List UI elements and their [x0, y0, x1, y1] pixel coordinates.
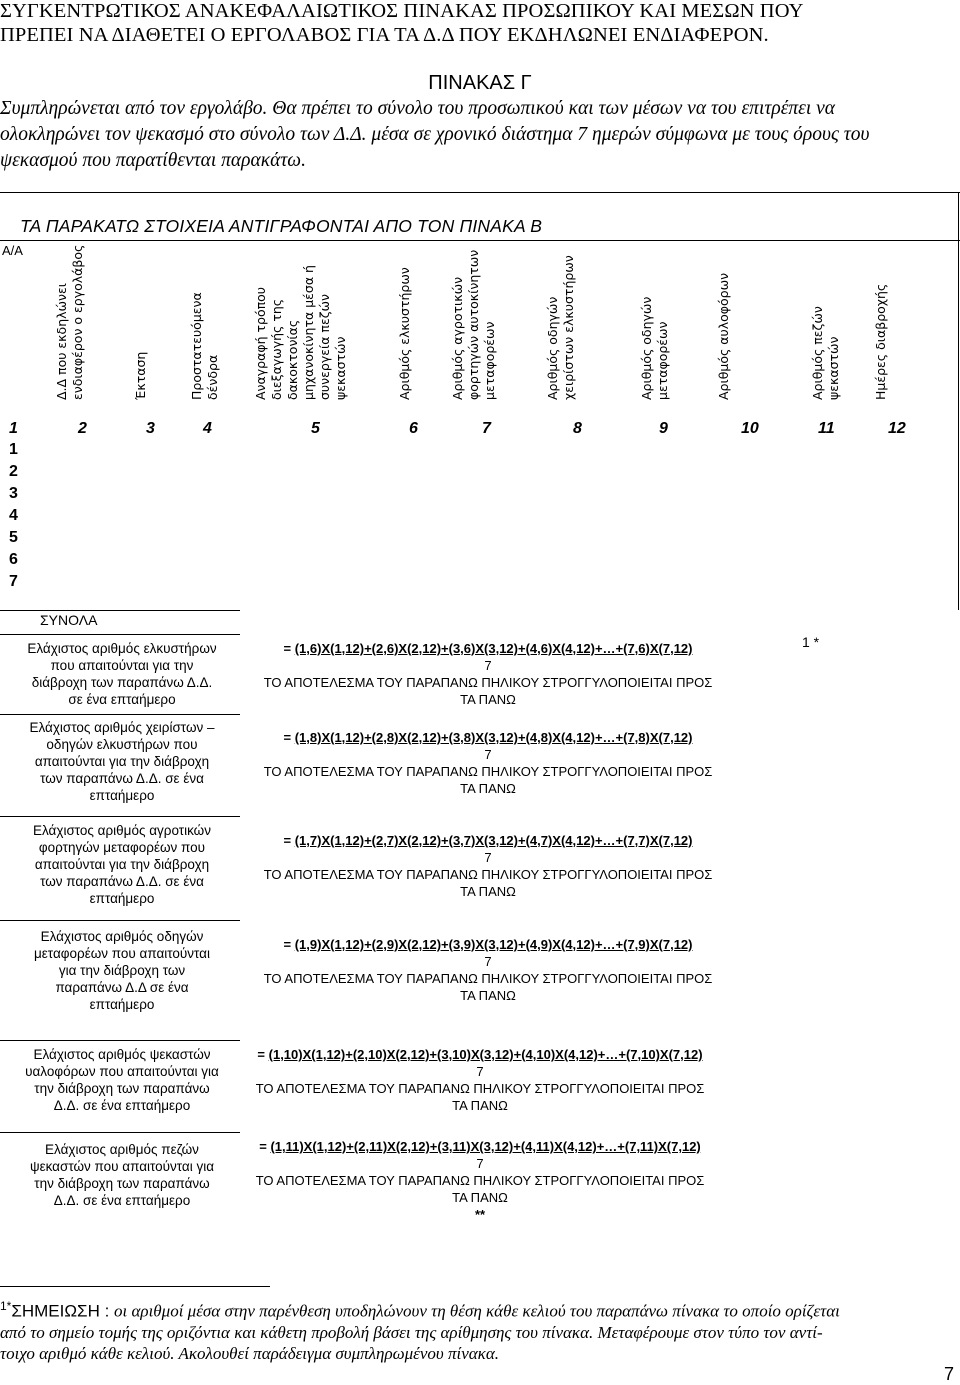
formula-prefix: =	[257, 1047, 269, 1062]
table-right-border	[958, 192, 959, 610]
col-number: 4	[203, 420, 212, 437]
rounding-note: ΤΟ ΑΠΟΤΕΛΕΣΜΑ ΤΟΥ ΠΑΡΑΠΑΝΩ ΠΗΛΙΚΟΥ ΣΤΡΟΓΓΥΛΟΠΟΙΕΙΤΑΙ ΠΡΟΣ ΤΑ ΠΑΝΩ	[263, 675, 713, 707]
formula-prefix: =	[283, 641, 295, 656]
col-header-trucks: Αριθμός αγροτικών φορτηγών αυτοκίνητων μεταφορέων	[450, 249, 497, 400]
calc-box-top	[0, 816, 240, 817]
page-number: 7	[944, 1364, 955, 1384]
document-title-line-1: ΣΥΓΚΕΝΤΡΩΤΙΚΟΣ ΑΝΑΚΕΦΑΛΑΙΩΤΙΚΟΣ ΠΙΝΑΚΑΣ ΠΡΟΣΩΠΙΚΟΥ ΚΑΙ ΜΕΣΩΝ ΠΟΥ	[0, 0, 804, 22]
formula-expression: (1,8)Χ(1,12)+(2,8)Χ(2,12)+(3,8)Χ(3,12)+(4,8)Χ(4,12)+…+(7,8)Χ(7,12)	[294, 730, 693, 745]
totals-label: ΣΥΝΟΛΑ	[40, 612, 98, 628]
formula-divisor: 7	[484, 747, 492, 762]
calc-label-tractor-drivers: Ελάχιστος αριθμός χειρίστων – οδηγών ελκυστήρων που απαιτούνται για την διάβροχη των παραπάνω Δ.Δ. σε ένα επταήμερο	[29, 720, 215, 803]
col-number: 5	[311, 420, 320, 437]
banner-divider	[0, 240, 960, 241]
footnote-separator	[0, 1286, 270, 1287]
formula-divisor: 7	[484, 954, 492, 969]
col-number: 10	[741, 420, 759, 437]
row-number: 4	[9, 507, 18, 524]
row-number: 1	[9, 441, 18, 458]
footnote-marker: 1 *	[802, 634, 820, 650]
formula-expression: (1,11)Χ(1,12)+(2,11)Χ(2,12)+(3,11)Χ(3,12)+(4,11)Χ(4,12)+…+(7,11)Χ(7,12)	[270, 1139, 701, 1154]
rounding-note: ΤΟ ΑΠΟΤΕΛΕΣΜΑ ΤΟΥ ΠΑΡΑΠΑΝΩ ΠΗΛΙΚΟΥ ΣΤΡΟΓΓΥΛΟΠΟΙΕΙΤΑΙ ΠΡΟΣ ΤΑ ΠΑΝΩ	[263, 867, 713, 899]
col-header-wetting-days: Ημέρες διαβροχής	[873, 283, 888, 400]
col-header-transport-drivers: Αριθμός οδηγών μεταφορέων	[639, 296, 670, 400]
formula-prefix: =	[283, 937, 295, 952]
col-header-hose-sprayers: Αριθμός αυλοφόρων	[716, 272, 731, 400]
formula-prefix: =	[259, 1139, 271, 1154]
calc-label-foot-sprayers: Ελάχιστος αριθμός πεζών ψεκαστών που απαιτούνται για την διάβροχη των παραπάνω Δ.Δ. σε ένα επταήμερο	[29, 1142, 215, 1208]
footnote-marker: 1*	[0, 1299, 12, 1313]
col-header-tractor-drivers: Αριθμός οδηγών χειρίστων ελκυστήρων	[545, 255, 576, 400]
rounding-note: ΤΟ ΑΠΟΤΕΛΕΣΜΑ ΤΟΥ ΠΑΡΑΠΑΝΩ ΠΗΛΙΚΟΥ ΣΤΡΟΓΓΥΛΟΠΟΙΕΙΤΑΙ ΠΡΟΣ ΤΑ ΠΑΝΩ	[263, 971, 713, 1003]
calc-formula-trucks	[188, 832, 788, 900]
row-number: 6	[9, 551, 18, 568]
col-header-village: Δ.Δ που εκδηλώνει ενδιαφέρον ο εργολάβος	[54, 244, 85, 400]
calc-formula-hose-sprayers	[180, 1046, 780, 1114]
calc-formula-tractors	[188, 640, 788, 708]
col-number: 9	[659, 420, 668, 437]
footnote-text: από το σημείο τομής της οριζόντια και κάθετη προβολή βάσει της αρίθμησης του πίνακα. Μεταφέρουμε στον τύπο τον αντί-	[0, 1322, 823, 1342]
calc-formula-tractor-drivers	[188, 729, 788, 797]
calc-box-top	[0, 634, 240, 635]
col-number: 8	[573, 420, 582, 437]
calc-box-top	[0, 920, 240, 921]
col-number: 3	[146, 420, 155, 437]
calc-label-transport-drivers: Ελάχιστος αριθμός οδηγών μεταφορέων που απαιτούνται για την διάβροχη των παραπάνω Δ.Δ σε ένα επταήμερο	[34, 929, 210, 1012]
row-number: 2	[9, 463, 18, 480]
col-number: 7	[482, 420, 491, 437]
col-number: 2	[78, 420, 87, 437]
rounding-note: ΤΟ ΑΠΟΤΕΛΕΣΜΑ ΤΟΥ ΠΑΡΑΠΑΝΩ ΠΗΛΙΚΟΥ ΣΤΡΟΓΓΥΛΟΠΟΙΕΙΤΑΙ ΠΡΟΣ ΤΑ ΠΑΝΩ	[255, 1081, 705, 1113]
calc-formula-transport-drivers	[188, 936, 788, 1004]
row-number: 7	[9, 573, 18, 590]
formula-prefix: =	[283, 833, 295, 848]
calc-label-hose-sprayers: Ελάχιστος αριθμός ψεκαστών υαλοφόρων που απαιτούνται για την διάβροχη των παραπάνω Δ.Δ. σε ένα επταήμερο	[25, 1047, 219, 1113]
rounding-note: ΤΟ ΑΠΟΤΕΛΕΣΜΑ ΤΟΥ ΠΑΡΑΠΑΝΩ ΠΗΛΙΚΟΥ ΣΤΡΟΓΓΥΛΟΠΟΙΕΙΤΑΙ ΠΡΟΣ ΤΑ ΠΑΝΩ	[263, 764, 713, 796]
document-title-line-2: ΠΡΕΠΕΙ ΝΑ ΔΙΑΘΕΤΕΙ Ο ΕΡΓΟΛΑΒΟΣ ΓΙΑ ΤΑ Δ.Δ ΠΟΥ ΕΚΔΗΛΩΝΕΙ ΕΝΔΙΑΦΕΡΟΝ.	[0, 24, 769, 46]
formula-divisor: 7	[476, 1156, 484, 1171]
rounding-note: ΤΟ ΑΠΟΤΕΛΕΣΜΑ ΤΟΥ ΠΑΡΑΠΑΝΩ ΠΗΛΙΚΟΥ ΣΤΡΟΓΓΥΛΟΠΟΙΕΙΤΑΙ ΠΡΟΣ ΤΑ ΠΑΝΩ	[255, 1173, 705, 1205]
formula-expression: (1,6)Χ(1,12)+(2,6)Χ(2,12)+(3,6)Χ(3,12)+(4,6)Χ(4,12)+…+(7,6)Χ(7,12)	[294, 641, 693, 656]
col-header-area: Έκταση	[133, 351, 148, 400]
col-number: 12	[888, 420, 906, 437]
formula-divisor: 7	[484, 850, 492, 865]
calc-box-top	[0, 1040, 240, 1041]
calc-box-top	[0, 714, 240, 715]
calc-label-trucks: Ελάχιστος αριθμός αγροτικών φορτηγών μεταφορέων που απαιτούνται για την διάβροχη των παραπάνω Δ.Δ. σε ένα επταήμερο	[33, 823, 211, 906]
formula-divisor: 7	[476, 1064, 484, 1079]
col-header-method: Αναγραφή τρόπου διεξαγωγής της δακοκτονίας μηχανοκίνητα μέσα ή συνεργεία πεζών ψεκαστών	[253, 265, 348, 400]
calc-box-top	[0, 1132, 240, 1133]
aa-header: Α/Α	[2, 243, 23, 258]
formula-divisor: 7	[484, 658, 492, 673]
footnote-text: οι αριθμοί μέσα στην παρένθεση υποδηλώνουν τη θέση κάθε κελιού του παραπάνω πίνακα το οποίο ορίζεται	[114, 1301, 840, 1321]
formula-expression: (1,9)Χ(1,12)+(2,9)Χ(2,12)+(3,9)Χ(3,12)+(4,9)Χ(4,12)+…+(7,9)Χ(7,12)	[294, 937, 693, 952]
col-number: 11	[818, 420, 835, 437]
col-number: 1	[9, 420, 18, 437]
row-number: 3	[9, 485, 18, 502]
table-title: ΠΙΝΑΚΑΣ Γ	[428, 72, 532, 94]
end-marker: **	[474, 1207, 486, 1222]
intro-line-3: ψεκασμού που παρατίθενται παρακάτω.	[0, 150, 306, 171]
formula-prefix: =	[283, 730, 295, 745]
table-banner: ΤΑ ΠΑΡΑΚΑΤΩ ΣΤΟΙΧΕΙΑ ΑΝΤΙΓΡΑΦΟΝΤΑΙ ΑΠΟ ΤΟΝ ΠΙΝΑΚΑ Β	[20, 216, 543, 236]
footnote-label: ΣΗΜΕΙΩΣΗ :	[11, 1301, 115, 1321]
footnote-text: τοιχο αριθμό κάθε κελιού. Ακολουθεί παράδειγμα συμπληρωμένου πίνακα.	[0, 1343, 499, 1363]
col-header-protected-trees: Προστατευόμενα δένδρα	[189, 292, 220, 400]
table-top-border	[0, 192, 960, 193]
formula-expression: (1,10)Χ(1,12)+(2,10)Χ(2,12)+(3,10)Χ(3,12)+(4,10)Χ(4,12)+…+(7,10)Χ(7,12)	[268, 1047, 703, 1062]
formula-expression: (1,7)Χ(1,12)+(2,7)Χ(2,12)+(3,7)Χ(3,12)+(4,7)Χ(4,12)+…+(7,7)Χ(7,12)	[294, 833, 693, 848]
intro-line-1: Συμπληρώνεται από τον εργολάβο. Θα πρέπει το σύνολο του προσωπικού και των μέσων να του επιτρέπει να	[0, 98, 836, 119]
col-header-tractors: Αριθμός ελκυστήρων	[397, 267, 412, 400]
footnote	[0, 1296, 960, 1364]
row-number: 5	[9, 529, 18, 546]
calc-label-tractors: Ελάχιστος αριθμός ελκυστήρων που απαιτούνται για την διάβροχη των παραπάνω Δ.Δ. σε ένα επταήμερο	[27, 641, 217, 707]
intro-line-2: ολοκληρώνει τον ψεκασμό στο σύνολο των Δ.Δ. μέσα σε χρονικό διάστημα 7 ημερών σύμφωνα με τους όρους του	[0, 124, 870, 145]
col-header-foot-sprayers: Αριθμός πεζών ψεκαστών	[810, 306, 841, 400]
col-number: 6	[409, 420, 418, 437]
totals-top-border	[0, 610, 240, 611]
calc-formula-foot-sprayers	[180, 1138, 780, 1223]
